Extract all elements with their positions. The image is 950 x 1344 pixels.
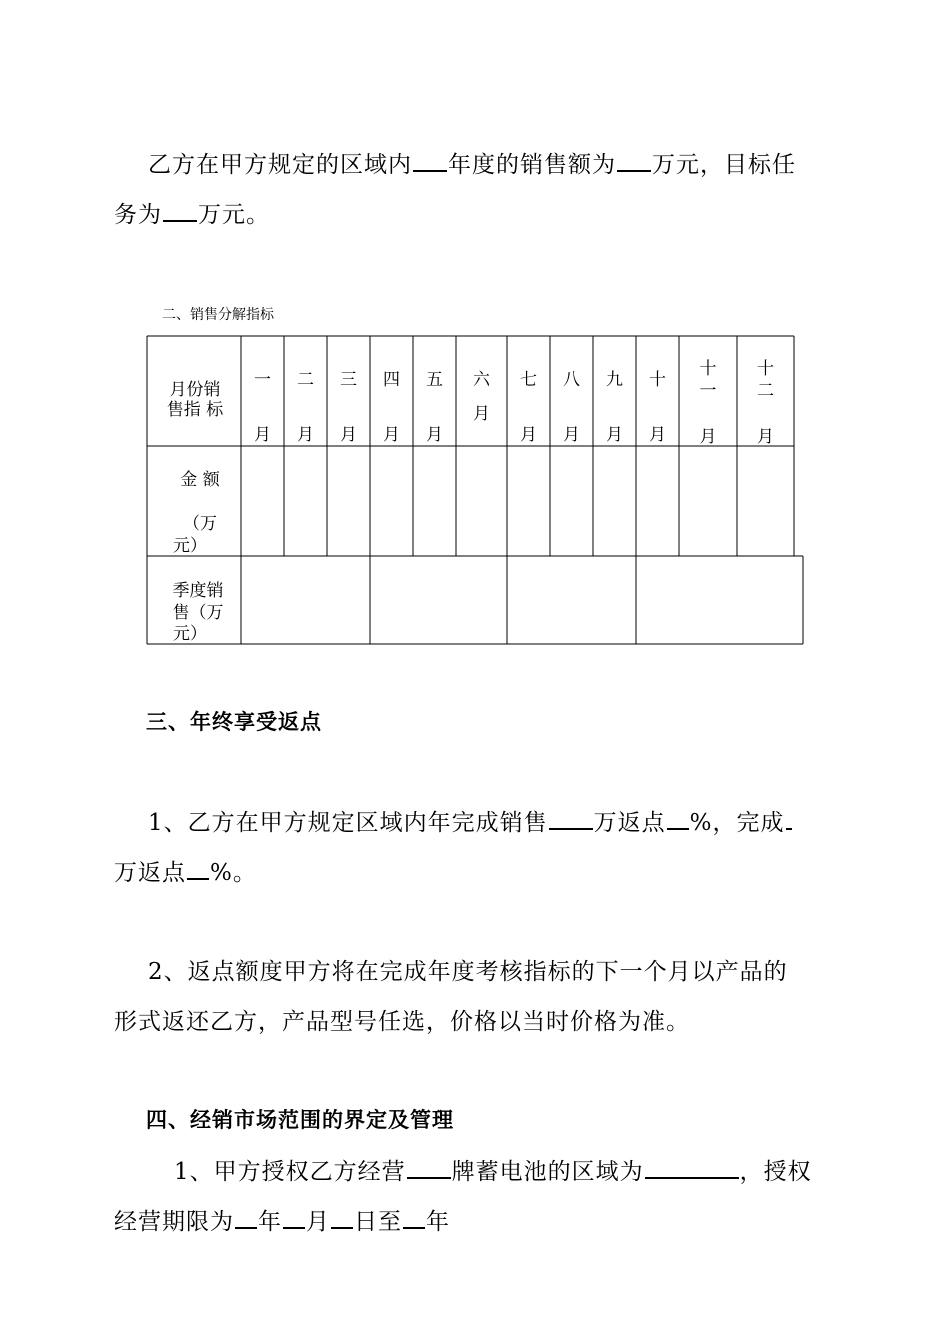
s3-text-a: 1、乙方在甲方规定区域内年完成销售 — [148, 810, 548, 836]
month-8-top: 八 — [563, 370, 580, 390]
header-label-line2: 售指 标 — [166, 400, 224, 420]
blank — [187, 858, 209, 880]
s4-text-e: 年 — [258, 1209, 282, 1235]
section4-item1-line2 — [114, 1207, 450, 1236]
month-5-header — [413, 370, 456, 445]
para1-text-c: 万元，目标任 — [652, 152, 796, 178]
blank — [786, 808, 792, 830]
month-3-header — [327, 370, 370, 445]
section4-item1-line1 — [174, 1157, 812, 1186]
section3-item2-line2: 形式返还乙方，产品型号任选，价格以当时价格为准。 — [114, 1009, 690, 1035]
blank — [331, 1207, 353, 1229]
table-header-label — [150, 380, 240, 420]
month-2-bottom: 月 — [297, 425, 314, 445]
para1-text-a: 乙方在甲方规定的区域内 — [148, 152, 412, 178]
quarter-label-2: 售（万 — [172, 603, 224, 623]
amount-label-3: 元） — [173, 536, 207, 556]
amount-label-1: 金 额 — [180, 470, 220, 490]
month-3-bottom: 月 — [340, 425, 357, 445]
month-1-header — [241, 370, 284, 445]
section4-heading: 四、经销市场范围的界定及管理 — [146, 1108, 454, 1132]
month-4-bottom: 月 — [383, 425, 400, 445]
section3-heading: 三、年终享受返点 — [146, 710, 322, 734]
month-10-top: 十 — [649, 370, 666, 390]
month-4-top: 四 — [383, 370, 400, 390]
month-2-header — [284, 370, 327, 445]
s3-text-d: 万返点 — [114, 860, 186, 886]
month-11-top: 十一 — [699, 359, 717, 401]
s3-text-c: %，完成 — [689, 810, 785, 836]
s4-text-c: ，授权 — [739, 1159, 812, 1185]
para1-text-d: 务为 — [114, 202, 162, 228]
month-10-bottom: 月 — [649, 425, 666, 445]
section3-item1-line2 — [114, 858, 257, 887]
blank — [667, 808, 689, 830]
month-12-top: 十二 — [757, 359, 774, 401]
month-7-bottom: 月 — [520, 425, 537, 445]
blank — [235, 1207, 257, 1229]
s4-text-f: 月 — [306, 1209, 330, 1235]
month-9-header — [593, 370, 636, 445]
section3-item2-line1: 2、返点额度甲方将在完成年度考核指标的下一个月以产品的 — [148, 959, 788, 985]
month-12-header — [737, 358, 794, 447]
blank — [645, 1157, 739, 1179]
blank — [403, 1207, 425, 1229]
month-7-header — [507, 370, 550, 445]
s4-text-d: 经营期限为 — [114, 1209, 234, 1235]
month-8-header — [550, 370, 593, 445]
s4-text-g: 日至 — [354, 1209, 402, 1235]
s3-text-e: %。 — [210, 860, 257, 886]
month-5-bottom: 月 — [426, 425, 443, 445]
month-1-bottom: 月 — [254, 425, 271, 445]
para1-text-b: 年度的销售额为 — [448, 152, 616, 178]
para1-text-e: 万元。 — [198, 202, 270, 228]
month-5-top: 五 — [426, 370, 443, 390]
month-3-top: 三 — [340, 370, 357, 390]
s4-text-b: 牌蓄电池的区域为 — [451, 1159, 644, 1185]
month-9-bottom: 月 — [606, 425, 623, 445]
table-caption: 二、销售分解指标 — [162, 307, 274, 323]
month-8-bottom: 月 — [563, 425, 580, 445]
blank — [549, 808, 593, 830]
amount-label-2: （万 — [183, 514, 217, 534]
month-10-header — [636, 370, 679, 445]
month-11-header — [679, 358, 737, 447]
month-9-top: 九 — [606, 370, 623, 390]
month-6-bottom: 月 — [473, 404, 490, 424]
quarter-label-1: 季度销 — [172, 581, 224, 601]
month-6-header — [456, 370, 507, 424]
month-11-bottom: 月 — [699, 427, 717, 447]
blank — [407, 1157, 451, 1179]
s3-text-b: 万返点 — [593, 810, 666, 836]
s4-text-a: 1、甲方授权乙方经营 — [174, 1159, 406, 1185]
month-1-top: 一 — [254, 370, 271, 390]
blank — [283, 1207, 305, 1229]
month-12-bottom: 月 — [757, 427, 774, 447]
month-4-header — [370, 370, 413, 445]
month-2-top: 二 — [297, 370, 314, 390]
section3-item1-line1 — [148, 808, 793, 837]
quarter-label-3: 元） — [173, 624, 207, 644]
s4-text-h: 年 — [426, 1209, 450, 1235]
month-7-top: 七 — [520, 370, 537, 390]
month-6-top: 六 — [473, 370, 490, 390]
header-label-line1: 月份销 — [169, 380, 221, 400]
